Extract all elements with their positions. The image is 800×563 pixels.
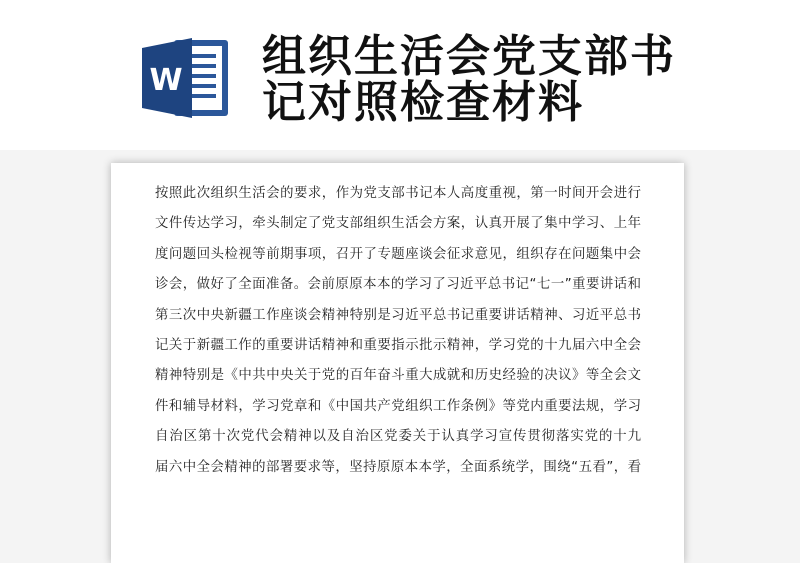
word-icon	[140, 36, 232, 120]
header-banner	[0, 0, 800, 150]
document-line: 度问题回头检视等前期事项，召开了专题座谈会征求意见，组织存在问题集中会	[155, 246, 641, 262]
document-line: 件和辅导材料，学习党章和《中国共产党组织工作条例》等党内重要法规，学习	[155, 398, 641, 414]
document-body	[155, 179, 641, 483]
document-line: 记关于新疆工作的重要讲话精神和重要指示批示精神，学习党的十九届六中全会	[155, 337, 641, 353]
document-line: 第三次中央新疆工作座谈会精神特别是习近平总书记重要讲话精神、习近平总书	[155, 307, 641, 323]
document-line: 诊会，做好了全面准备。会前原原本本的学习了习近平总书记“七一”重要讲话和	[155, 277, 641, 293]
word-icon-letter: W	[149, 63, 183, 98]
document-line: 文件传达学习，牵头制定了党支部组织生活会方案，认真开展了集中学习、上年	[155, 216, 641, 232]
document-line: 精神特别是《中共中央关于党的百年奋斗重大成就和历史经验的决议》等全会文	[155, 368, 641, 384]
document-line: 届六中全会精神的部署要求等，坚持原原本本学，全面系统学，围绕“五看”，看	[155, 459, 641, 475]
document-page	[111, 163, 684, 563]
page-title: 组织生活会党支部书记对照检查材料	[262, 31, 676, 128]
document-line: 自治区第十次党代会精神以及自治区党委关于认真学习宣传贯彻落实党的十九	[155, 429, 641, 445]
document-line: 按照此次组织生活会的要求，作为党支部书记本人高度重视，第一时间开会进行	[155, 186, 641, 201]
